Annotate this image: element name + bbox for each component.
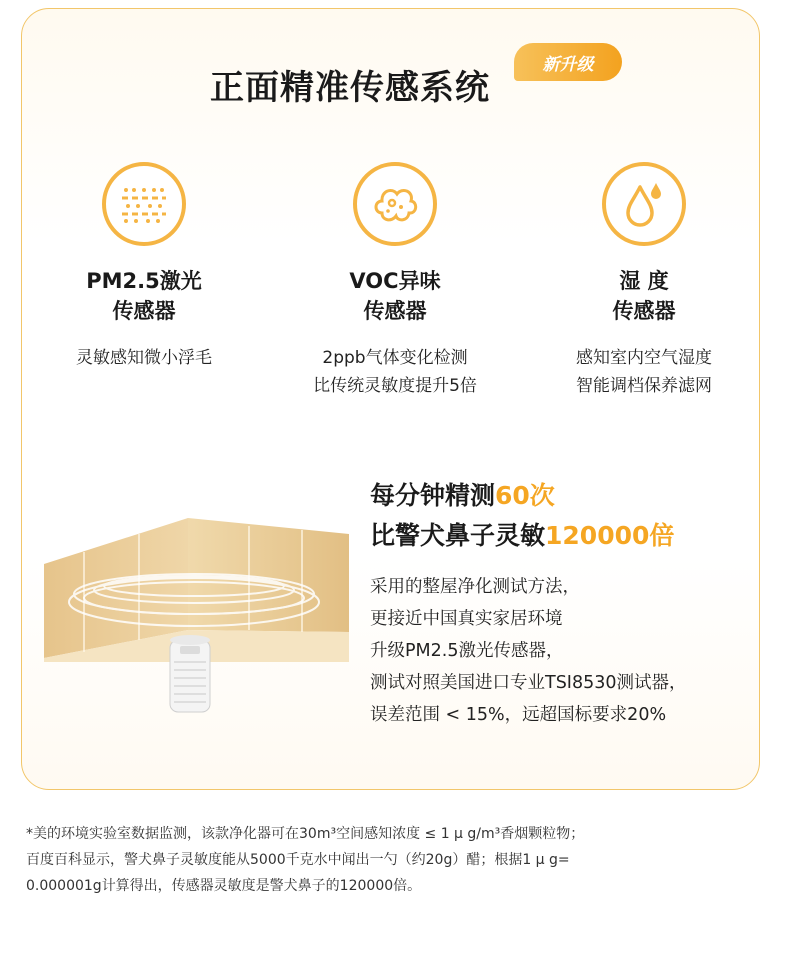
dust-icon (102, 162, 186, 246)
headline-line-1: 每分钟精测60次 (370, 481, 555, 510)
footnote (26, 821, 766, 899)
page-title: 正面精准传感系统 (210, 68, 490, 108)
feature-name: PM2.5激光 传感器 (86, 269, 202, 323)
headline-highlight: 120000倍 (545, 521, 675, 550)
water-drop-icon (602, 162, 686, 246)
description-line: 升级PM2.5激光传感器， (370, 641, 564, 661)
description-line: 采用的整屋净化测试方法， (370, 577, 580, 597)
new-upgrade-badge: 新升级 (514, 43, 622, 81)
headline-highlight: 60次 (495, 481, 555, 510)
feature-humidity (524, 162, 764, 400)
description-line: 测试对照美国进口专业TSI8530测试器， (370, 673, 687, 693)
feature-desc: 灵敏感知微小浮毛 (76, 348, 212, 368)
feature-desc: 感知室内空气湿度 智能调档保养滤网 (576, 348, 712, 396)
feature-desc: 2ppb气体变化检测 比传统灵敏度提升5倍 (313, 348, 477, 396)
feature-name: VOC异味 传感器 (349, 269, 441, 323)
footnote-line: 百度百科显示，警犬鼻子灵敏度能从5000千克水中闻出一勺（约20g）醋；根据1 μ g= (26, 852, 570, 868)
footnote-line: 0.000001g计算得出，传感器灵敏度是警犬鼻子的120000倍。 (26, 878, 422, 894)
headline-line-2: 比警犬鼻子灵敏120000倍 (370, 521, 675, 550)
test-description (370, 571, 687, 731)
feature-voc (275, 162, 515, 400)
feature-name: 湿 度 传感器 (612, 269, 676, 323)
description-line: 更接近中国真实家居环境 (370, 609, 563, 629)
feature-pm25 (24, 162, 264, 372)
test-room-illustration (44, 512, 349, 722)
footnote-line: *美的环境实验室数据监测，该款净化器可在30m³空间感知浓度 ≤ 1 μ g/m³香烟颗粒物； (26, 826, 585, 842)
sensing-headline (370, 476, 674, 556)
odor-cloud-icon (353, 162, 437, 246)
description-line: 误差范围 < 15%，远超国标要求20% (370, 705, 667, 725)
